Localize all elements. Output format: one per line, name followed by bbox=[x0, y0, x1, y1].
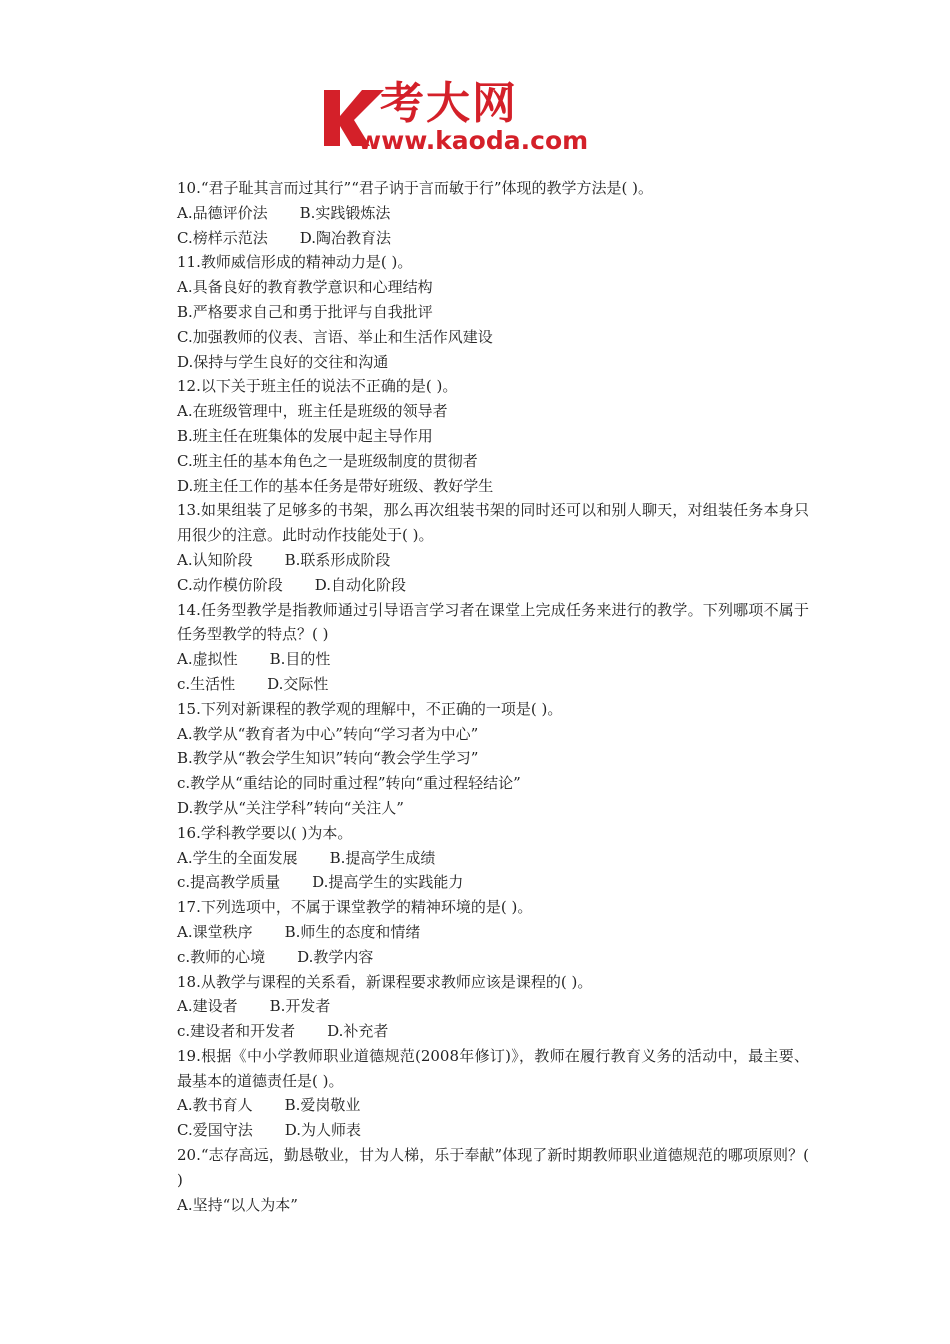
option-text: A.学生的全面发展 bbox=[177, 848, 298, 867]
option-text: C.榜样示范法 bbox=[177, 228, 268, 247]
option-text: B.目的性 bbox=[269, 650, 331, 669]
option-text: B.教学从“教会学生知识”转向“教会学生学习” bbox=[177, 749, 479, 768]
question-text: 15.下列对新课程的教学观的理解中，不正确的一项是( )。 bbox=[177, 699, 563, 718]
answer-options bbox=[145, 201, 809, 226]
question-text: 14.任务型教学是指教师通过引导语言学习者在课堂上完成任务来进行的教学。下列哪项不属于任务型教学的特点？( ) bbox=[177, 600, 809, 644]
answer-options bbox=[145, 573, 809, 598]
option-text: A.虚拟性 bbox=[177, 650, 238, 669]
logo-title: 考大网 bbox=[380, 78, 518, 129]
answer-options bbox=[145, 846, 809, 871]
answer-options bbox=[145, 722, 809, 747]
question-text: 12.以下关于班主任的说法不正确的是( )。 bbox=[177, 377, 458, 396]
question-text: 18.从教学与课程的关系看，新课程要求教师应该是课程的( )。 bbox=[177, 972, 593, 991]
question-text: 20.“志存高远，勤恳敬业，甘为人梯，乐于奉献”体现了新时期教师职业道德规范的哪项原则？( ) bbox=[177, 1146, 809, 1189]
answer-options bbox=[145, 647, 809, 672]
answer-options bbox=[145, 350, 809, 375]
option-text: B.实践锻炼法 bbox=[299, 203, 391, 222]
option-text: B.严格要求自己和勇于批评与自我批评 bbox=[177, 302, 433, 321]
option-text: D.自动化阶段 bbox=[314, 575, 406, 594]
option-text: C.班主任的基本角色之一是班级制度的贯彻者 bbox=[177, 451, 478, 470]
option-text: A.教书育人 bbox=[177, 1096, 253, 1115]
option-text: A.教学从“教育者为中心”转向“学习者为中心” bbox=[177, 724, 479, 743]
answer-options bbox=[145, 474, 809, 499]
option-text: D.交际性 bbox=[267, 674, 329, 693]
answer-options bbox=[145, 1193, 809, 1218]
answer-options bbox=[145, 920, 809, 945]
answer-options bbox=[145, 796, 809, 821]
option-text: A.在班级管理中，班主任是班级的领导者 bbox=[177, 402, 448, 421]
option-text: A.课堂秩序 bbox=[177, 922, 253, 941]
option-text: C.动作模仿阶段 bbox=[177, 575, 283, 594]
answer-options bbox=[145, 548, 809, 573]
answer-options bbox=[145, 300, 809, 325]
answer-options bbox=[145, 424, 809, 449]
question-text: 13.如果组装了足够多的书架，那么再次组装书架的同时还可以和别人聊天，对组装任务本身只用很少的注意。此时动作技能处于( )。 bbox=[177, 501, 809, 545]
answer-options bbox=[145, 1019, 809, 1044]
option-text: A.建设者 bbox=[177, 997, 238, 1016]
option-text: D.补充者 bbox=[327, 1022, 389, 1041]
option-text: c.教学从“重结论的同时重过程”转向“重过程轻结论” bbox=[177, 774, 521, 793]
option-text: D.提高学生的实践能力 bbox=[312, 873, 464, 892]
option-text: D.陶冶教育法 bbox=[299, 228, 391, 247]
answer-options bbox=[145, 945, 809, 970]
answer-options bbox=[145, 1118, 809, 1143]
option-text: A.品德评价法 bbox=[177, 203, 268, 222]
logo-url: www.kaoda.com bbox=[358, 126, 589, 155]
answer-options bbox=[145, 1093, 809, 1118]
kaoda-logo bbox=[318, 78, 640, 162]
question-text: 17.下列选项中，不属于课堂教学的精神环境的是( )。 bbox=[177, 898, 533, 917]
option-text: A.认知阶段 bbox=[177, 550, 253, 569]
option-text: B.提高学生成绩 bbox=[329, 848, 436, 867]
answer-options bbox=[145, 449, 809, 474]
option-text: C.爱国守法 bbox=[177, 1121, 253, 1140]
option-text: B.联系形成阶段 bbox=[284, 550, 391, 569]
answer-options bbox=[145, 325, 809, 350]
option-text: c.教师的心境 bbox=[177, 947, 266, 966]
answer-options bbox=[145, 672, 809, 697]
question-text: 16.学科教学要以( )为本。 bbox=[177, 823, 353, 842]
option-text: B.班主任在班集体的发展中起主导作用 bbox=[177, 426, 433, 445]
answer-options bbox=[145, 771, 809, 796]
question-text: 19.根据《中小学教师职业道德规范(2008年修订)》，教师在履行教育义务的活动中，最主要、最基本的道德责任是( )。 bbox=[177, 1046, 809, 1090]
option-text: B.开发者 bbox=[269, 997, 331, 1016]
option-text: D.班主任工作的基本任务是带好班级、教好学生 bbox=[177, 476, 494, 495]
option-text: A.坚持“以人为本” bbox=[177, 1195, 298, 1214]
option-text: c.建设者和开发者 bbox=[177, 1022, 296, 1041]
answer-options bbox=[145, 870, 809, 895]
question-text: 10.“君子耻其言而过其行”“君子讷于言而敏于行”体现的教学方法是( )。 bbox=[177, 179, 654, 197]
option-text: B.师生的态度和情绪 bbox=[284, 922, 421, 941]
option-text: c.提高教学质量 bbox=[177, 873, 281, 892]
option-text: A.具备良好的教育教学意识和心理结构 bbox=[177, 278, 433, 297]
answer-options bbox=[145, 275, 809, 300]
answer-options bbox=[145, 994, 809, 1019]
answer-options bbox=[145, 226, 809, 251]
option-text: D.为人师表 bbox=[284, 1121, 361, 1140]
option-text: C.加强教师的仪表、言语、举止和生活作风建设 bbox=[177, 327, 493, 346]
answer-options bbox=[145, 746, 809, 771]
option-text: D.教学从“关注学科”转向“关注人” bbox=[177, 798, 404, 817]
answer-options bbox=[145, 399, 809, 424]
option-text: D.教学内容 bbox=[297, 947, 374, 966]
question-text: 11.教师威信形成的精神动力是( )。 bbox=[177, 253, 413, 272]
option-text: B.爱岗敬业 bbox=[284, 1096, 361, 1115]
option-text: D.保持与学生良好的交往和沟通 bbox=[177, 352, 389, 371]
question-list bbox=[145, 176, 809, 1217]
option-text: c.生活性 bbox=[177, 674, 236, 693]
